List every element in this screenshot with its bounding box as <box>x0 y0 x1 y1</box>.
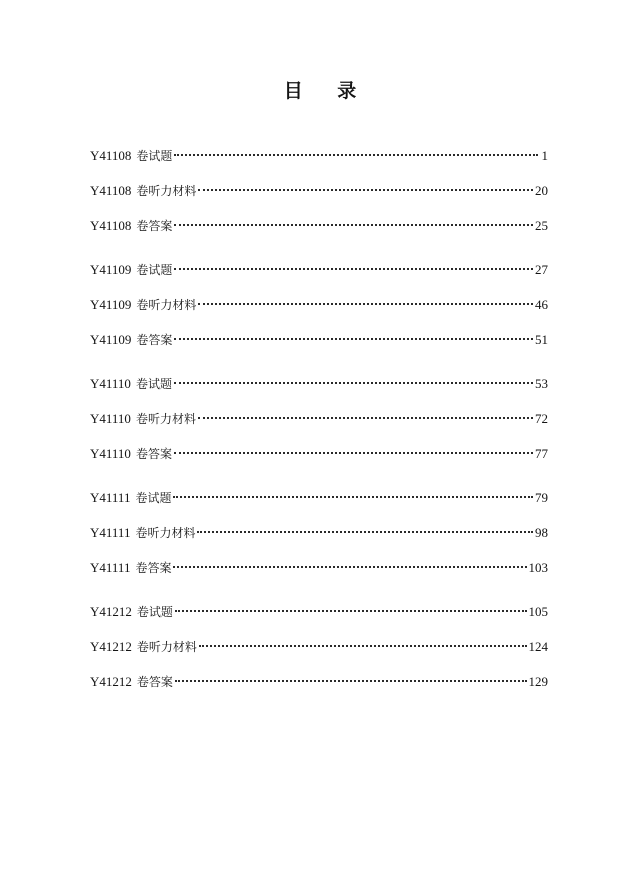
toc-entry[interactable] <box>90 293 548 317</box>
toc-entry[interactable] <box>90 600 548 624</box>
toc-entry-page: 103 <box>528 560 548 575</box>
toc-entry-code: Y41110 <box>90 376 131 391</box>
toc-entry-code: Y41212 <box>90 604 132 619</box>
toc-entry[interactable] <box>90 258 548 282</box>
toc-entry-title: 卷听力材料 <box>136 184 197 198</box>
toc-entry-page: 53 <box>535 376 548 391</box>
toc-entry-page: 27 <box>535 262 548 277</box>
toc-entry-title: 卷试题 <box>136 263 173 277</box>
toc-entry-title: 卷试题 <box>135 491 172 505</box>
toc-entry-code: Y41111 <box>90 490 131 505</box>
toc-entry-page: 25 <box>535 218 548 233</box>
toc-entry-title: 卷听力材料 <box>135 526 196 540</box>
toc-entry-code: Y41111 <box>90 525 131 540</box>
toc-entry-code: Y41109 <box>90 332 132 347</box>
page-title: 目 录 <box>283 80 371 102</box>
dot-leader <box>173 496 533 498</box>
toc-entry-code: Y41108 <box>90 183 132 198</box>
toc-entry-code: Y41212 <box>90 639 132 654</box>
dot-leader <box>175 680 527 682</box>
toc-entry-page: 105 <box>528 604 548 619</box>
toc-entry[interactable] <box>90 486 548 510</box>
toc-entry-code: Y41109 <box>90 262 132 277</box>
toc-group-y41111 <box>90 486 548 580</box>
toc-entry[interactable] <box>90 179 548 203</box>
toc-entry[interactable] <box>90 635 548 659</box>
toc-entry-page: 124 <box>528 639 548 654</box>
toc-entry[interactable] <box>90 214 548 238</box>
toc-entry-title: 卷答案 <box>135 447 172 461</box>
toc-entry-page: 79 <box>535 490 548 505</box>
toc-entry-page: 98 <box>535 525 548 540</box>
dot-leader <box>198 189 533 191</box>
toc-entry-title: 卷答案 <box>136 675 173 689</box>
toc-entry-page: 1 <box>541 148 548 163</box>
toc-entry-title: 卷答案 <box>135 561 172 575</box>
toc-entry-code: Y41108 <box>90 218 132 233</box>
toc-entry-code: Y41110 <box>90 446 131 461</box>
toc-entry-page: 129 <box>528 674 548 689</box>
dot-leader <box>175 610 527 612</box>
dot-leader <box>173 566 526 568</box>
toc-entry-title: 卷答案 <box>136 333 173 347</box>
dot-leader <box>199 645 527 647</box>
toc-entry-page: 20 <box>535 183 548 198</box>
toc-entry-title: 卷听力材料 <box>135 412 196 426</box>
toc-group-y41110 <box>90 372 548 466</box>
toc-entry-code: Y41109 <box>90 297 132 312</box>
toc-entry[interactable] <box>90 407 548 431</box>
toc-entry-code: Y41110 <box>90 411 131 426</box>
toc-entry[interactable] <box>90 670 548 694</box>
dot-leader <box>174 154 538 156</box>
toc-entry-page: 51 <box>535 332 548 347</box>
toc-entry[interactable] <box>90 328 548 352</box>
toc-entry-page: 72 <box>535 411 548 426</box>
dot-leader <box>198 417 533 419</box>
toc-entry-code: Y41212 <box>90 674 132 689</box>
toc-entry-title: 卷试题 <box>136 605 173 619</box>
dot-leader <box>174 224 533 226</box>
toc-entry-title: 卷听力材料 <box>136 298 197 312</box>
dot-leader <box>197 531 533 533</box>
toc-group-y41108 <box>90 144 548 238</box>
toc-entry[interactable] <box>90 556 548 580</box>
dot-leader <box>174 268 533 270</box>
dot-leader <box>174 382 533 384</box>
toc-entry[interactable] <box>90 372 548 396</box>
toc-entry-code: Y41111 <box>90 560 131 575</box>
toc-entry[interactable] <box>90 521 548 545</box>
table-of-contents <box>90 144 548 714</box>
toc-entry[interactable] <box>90 442 548 466</box>
dot-leader <box>198 303 533 305</box>
toc-entry-page: 77 <box>535 446 548 461</box>
dot-leader <box>174 452 533 454</box>
dot-leader <box>174 338 533 340</box>
toc-entry-title: 卷试题 <box>135 377 172 391</box>
toc-entry-title: 卷答案 <box>136 219 173 233</box>
toc-entry-code: Y41108 <box>90 148 132 163</box>
toc-entry-page: 46 <box>535 297 548 312</box>
toc-entry[interactable] <box>90 144 548 168</box>
toc-group-y41212 <box>90 600 548 694</box>
toc-entry-title: 卷听力材料 <box>136 640 197 654</box>
toc-group-y41109 <box>90 258 548 352</box>
toc-entry-title: 卷试题 <box>136 149 173 163</box>
